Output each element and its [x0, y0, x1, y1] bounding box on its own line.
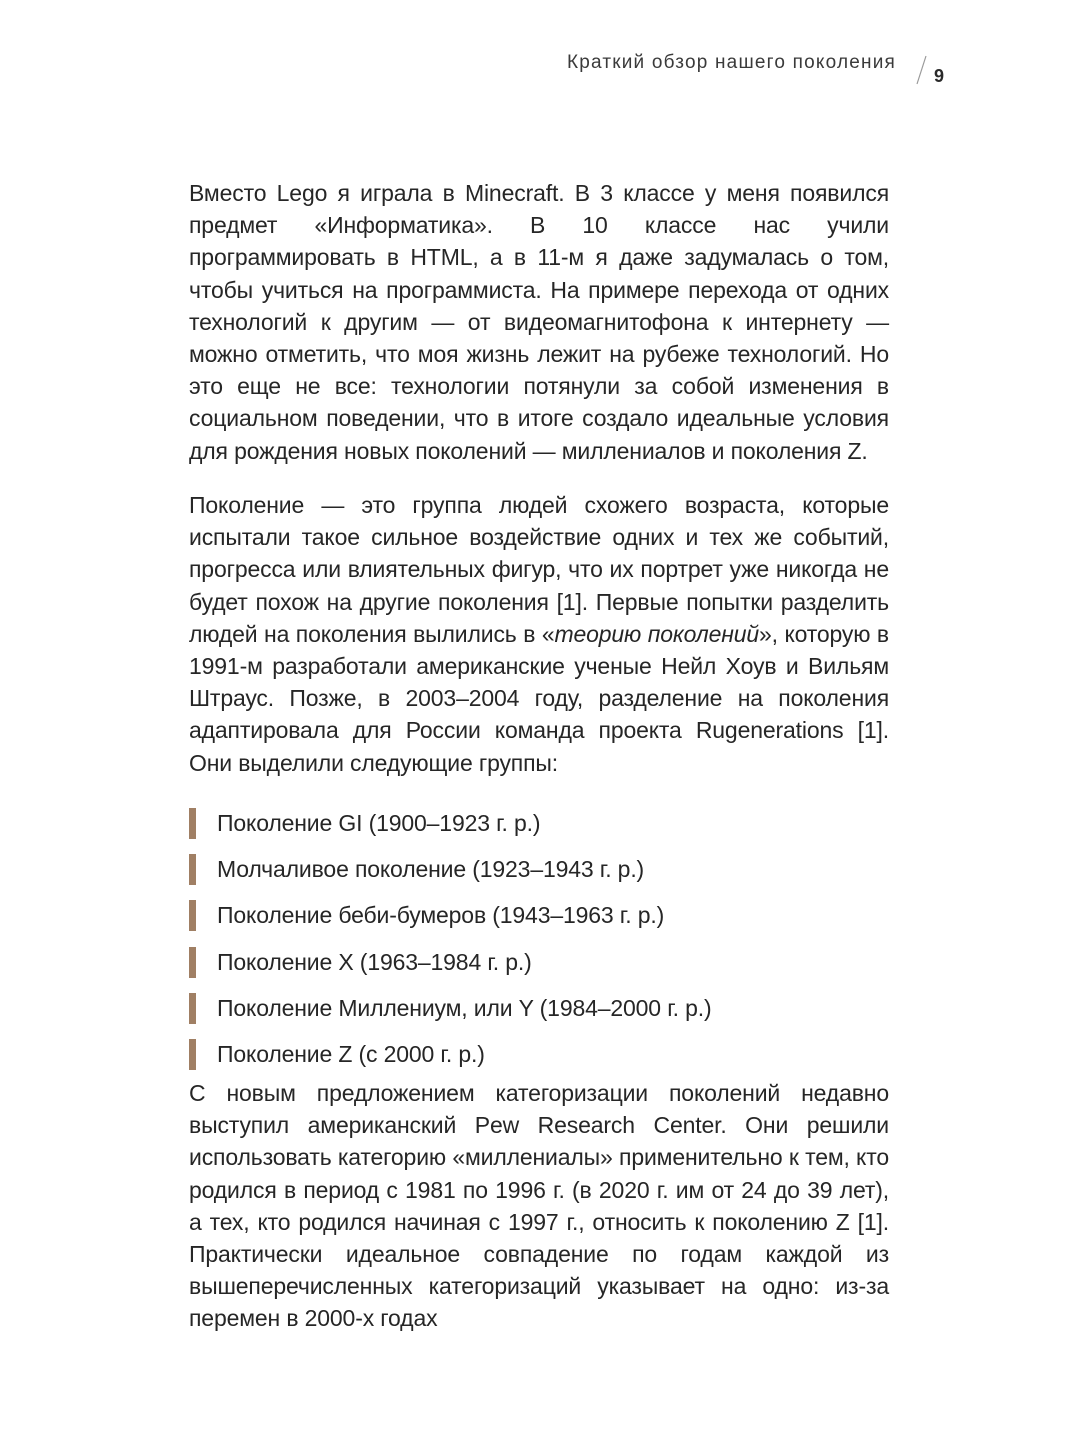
generation-label: Поколение Z (с 2000 г. р.): [217, 1041, 485, 1068]
list-item: [189, 893, 889, 939]
paragraph-text: Поколение — это группа людей схожего возраста, которые испытали такое сильное воздействие одних и тех же событий, прогресса или влиятельных фигур, что их портрет уже никогда не будет похож на другие поколения [1]. Первые попытки разделить людей на поколения вылились в «: [189, 492, 889, 647]
running-header-title: Краткий обзор нашего поколения: [566, 52, 896, 73]
generation-label: Поколение GI (1900–1923 г. р.): [217, 809, 541, 836]
paragraph: С новым предложением категоризации поколений недавно выступил американский Pew Research Center. Они решили использовать категорию «миллениалы» применительно к тем, кто родился в период с 1981 по 1996 г. (в 2020 г. им от 24 до 39 лет), а тех, кто родился начиная с 1997 г., относить к поколению Z [1]. Практически идеальное совпадение по годам каждой из вышеперечисленных категоризаций указывает на одно: из-за перемен в 2000-х годах: [189, 1080, 889, 1332]
generations-list: [189, 800, 889, 1078]
generation-label: Поколение беби-бумеров (1943–1963 г. р.): [217, 902, 665, 929]
generation-label: Поколение X (1963–1984 г. р.): [217, 948, 532, 975]
list-item: [189, 846, 889, 892]
bar-bullet-icon: [189, 900, 196, 931]
header-slash-divider: [913, 52, 929, 86]
generation-label: Молчаливое поколение (1923–1943 г. р.): [217, 855, 645, 882]
page-number: 9: [934, 66, 945, 86]
emphasized-term: теорию поколений: [554, 620, 759, 647]
paragraph: Вместо Lego я играла в Minecraft. В 3 классе у меня появился предмет «Информатика». В 10 классе нас учили программировать в HTML, а в 11-м я даже задумалась о том, чтобы учиться на программиста. На примере перехода от одних технологий к другим — от видеомагнитофона к интернету — можно отметить, что моя жизнь лежит на рубеже технологий. Но это еще не все: технологии потянули за собой изменения в социальном поведении, что в итоге создало идеальные условия для рождения новых поколений — миллениалов и поколения Z.: [189, 180, 889, 464]
paragraph-text: », которую в 1991-м разработали американские ученые Нейл Хоув и Вильям Штраус. Позже, в 2003–2004 году, разделение на поколения адаптировала для России команда проекта Rugenerations [1]. Они выделили следующие группы:: [189, 620, 889, 776]
paragraph: [189, 489, 889, 779]
bar-bullet-icon: [189, 947, 196, 978]
list-item: [189, 939, 889, 985]
bar-bullet-icon: [189, 808, 196, 839]
generation-label: Поколение Миллениум, или Y (1984–2000 г. р.): [217, 994, 712, 1021]
list-item: [189, 1031, 889, 1077]
bar-bullet-icon: [189, 1039, 196, 1070]
bar-bullet-icon: [189, 993, 196, 1024]
list-item: [189, 800, 889, 846]
bar-bullet-icon: [189, 854, 196, 885]
list-item: [189, 985, 889, 1031]
